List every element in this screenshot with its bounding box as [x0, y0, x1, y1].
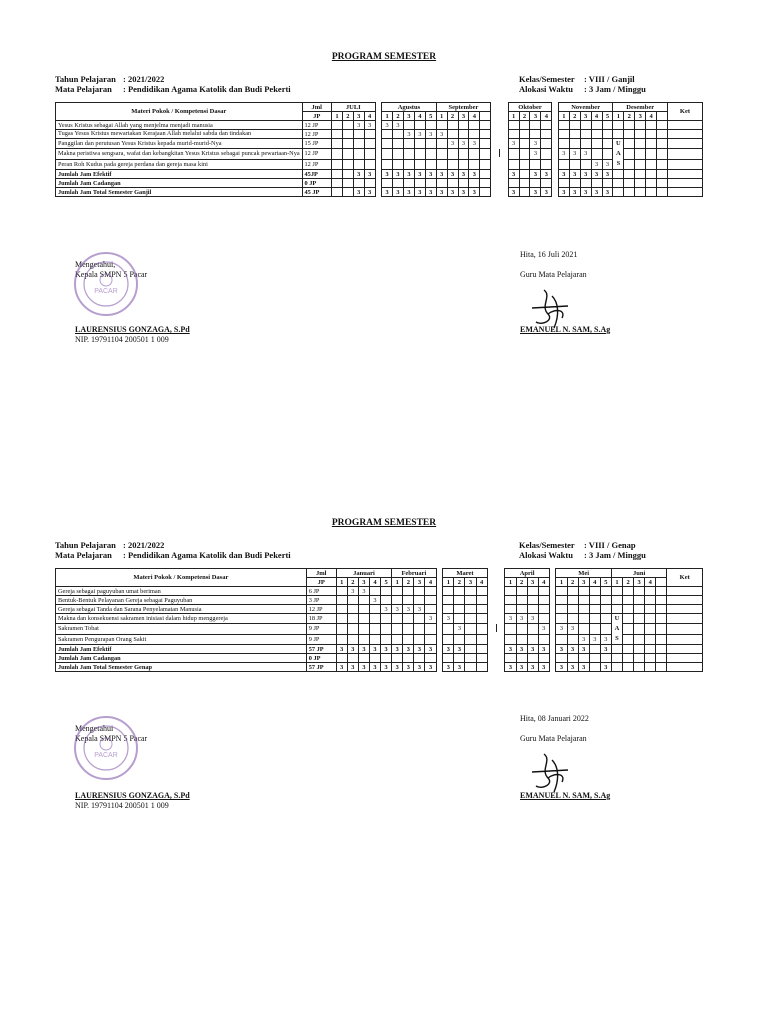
kepala-nip: NIP. 19791104 200501 1 009: [75, 335, 169, 344]
month-header: Desember: [613, 103, 668, 112]
month-header: Oktober: [508, 103, 552, 112]
place-date: Hita, 16 Juli 2021: [520, 250, 578, 259]
jp-cell: 3 JP: [306, 596, 336, 605]
month-header: Maret: [443, 569, 487, 578]
schedule-table: Materi Pokok / Kompetensi Dasar Jml Januari Februari Maret April Mei Juni Ket JP 1 2 3 4 5 1 2 3 4 1 2 3 4 1 2 3 4 1 2 3 4 5 1 2 3 4 Gereja sebagai paguyuban umat beriman 6 JP 3 3 Bentuk-Bentuk Pelayanan Gereja sebagai Paguyuban 3 JP 3 Gereja sebagai Tanda dan Sarana Penyelamatan Manusia 12 JP 3 3 3 3 Makna dan konsekuensi sakramen inisiasi dalam hidup menggereja 18 JP 3 3 3 3 3 UAS Sakramen Tobat 9 JP 3 3 3 3 Sakramen Pengurapan Orang Sakit 9 JP 3 3 3 Jumlah Jam Efektif 57 JP 3 3 3 3 3 3 3 3 3 3 3 3 3 3 3 3 3 3 3 Jumlah Jam Cadangan 0 JP Jumlah Jam Total Semester Genap 57 JP 3 3 3 3 3 3 3 3 3 3 3 3 3 3 3 3 3 3 3: [55, 568, 703, 672]
jp-cell: 45 JP: [302, 188, 331, 197]
kelas-label: Kelas/Semester: [519, 540, 575, 550]
mapel-value: : Pendidikan Agama Katolik dan Budi Pekerti: [123, 84, 291, 94]
materi-cell: Panggilan dan perutusan Yesus Kristus kepada murid-murid-Nya: [56, 139, 303, 149]
alokasi-label: Alokasi Waktu: [519, 84, 573, 94]
guru-label: Guru Mata Pelajaran: [520, 270, 587, 279]
school-stamp-icon: [72, 714, 140, 782]
kepala-label: Kepala SMPN 5 Pacar: [75, 270, 148, 279]
table-row: Jumlah Jam Efektif 45JP 3 3 3 3 3 3 3 3 3 3 3 3 3 3 3 3 3 3 3: [56, 170, 703, 179]
mapel-label: Mata Pelajaran: [55, 550, 112, 560]
month-header: Juni: [611, 569, 667, 578]
page-title: PROGRAM SEMESTER: [331, 52, 437, 62]
meta-right: [519, 74, 646, 94]
table-row: Sakramen Pengurapan Orang Sakit 9 JP 3 3 3: [56, 635, 703, 645]
jp-cell: 9 JP: [306, 635, 336, 645]
tahun-label: Tahun Pelajaran: [55, 74, 116, 84]
jp-cell: 57 JP: [306, 645, 336, 654]
materi-cell: Jumlah Jam Total Semester Ganjil: [56, 188, 303, 197]
mengetahui-label: Mengetahui,: [75, 260, 116, 269]
jp-cell: 6 JP: [306, 587, 336, 596]
header-jml: Jml: [306, 569, 336, 578]
table-row: Jumlah Jam Efektif 57 JP 3 3 3 3 3 3 3 3 3 3 3 3 3 3 3 3 3 3 3: [56, 645, 703, 654]
month-header: November: [558, 103, 613, 112]
school-stamp-icon: [72, 250, 140, 318]
table-row: Makna dan konsekuensi sakramen inisiasi dalam hidup menggereja 18 JP 3 3 3 3 3 UAS: [56, 614, 703, 624]
month-header: April: [505, 569, 549, 578]
kelas-value: : VIII / Ganjil: [584, 74, 635, 84]
meta-left: [55, 540, 291, 560]
kepala-nip: NIP. 19791104 200501 1 009: [75, 801, 169, 810]
month-header: Februari: [392, 569, 436, 578]
materi-cell: Jumlah Jam Total Semester Genap: [56, 663, 307, 672]
month-header: Mei: [556, 569, 611, 578]
jp-cell: 0 JP: [302, 179, 331, 188]
tahun-value: : 2021/2022: [123, 74, 165, 84]
header-jml: Jml: [302, 103, 331, 112]
materi-cell: Tugas Yesus Kristus mewartakan Kerajaan Allah melalui sabda dan tindakan: [56, 130, 303, 139]
header-materi: Materi Pokok / Kompetensi Dasar: [56, 103, 303, 121]
meta-right: [519, 540, 646, 560]
materi-cell: Jumlah Jam Efektif: [56, 645, 307, 654]
tahun-label: Tahun Pelajaran: [55, 540, 116, 550]
materi-cell: Jumlah Jam Cadangan: [56, 179, 303, 188]
table-row: Tugas Yesus Kristus mewartakan Kerajaan Allah melalui sabda dan tindakan 12 JP 3 3 3 3: [56, 130, 703, 139]
uas-marker: UAS: [611, 614, 622, 645]
table-row: Bentuk-Bentuk Pelayanan Gereja sebagai Paguyuban 3 JP 3: [56, 596, 703, 605]
alokasi-value: : 3 Jam / Minggu: [584, 550, 646, 560]
materi-cell: Sakramen Pengurapan Orang Sakit: [56, 635, 307, 645]
table-row: Sakramen Tobat 9 JP 3 3 3 3: [56, 623, 703, 634]
materi-cell: Jumlah Jam Cadangan: [56, 654, 307, 663]
jp-cell: 15 JP: [302, 139, 331, 149]
guru-name: EMANUEL N. SAM, S.Ag: [520, 791, 611, 800]
jp-cell: 12 JP: [302, 121, 331, 130]
table-row: [56, 654, 703, 663]
table-row: Yesus Kristus sebagai Allah yang menjelma menjadi manusia 12 JP 3 3 3 3: [56, 121, 703, 130]
kepala-name: LAURENSIUS GONZAGA, S.Pd: [75, 325, 190, 334]
table-row: Makna peristiwa sengsara, wafat dan kebangkitan Yesus Kristus sebagai puncak pewartaan-Nya 12 JP 3 3 3 3: [56, 148, 703, 159]
kelas-value: : VIII / Genap: [584, 540, 636, 550]
month-header: Agustus: [382, 103, 437, 112]
tahun-value: : 2021/2022: [123, 540, 165, 550]
table-row: Panggilan dan perutusan Yesus Kristus kepada murid-murid-Nya 15 JP 3 3 3 3 3 UAS: [56, 139, 703, 149]
mengetahui-label: Mengetahui: [75, 724, 114, 733]
header-jp: JP: [302, 112, 331, 121]
materi-cell: Bentuk-Bentuk Pelayanan Gereja sebagai Paguyuban: [56, 596, 307, 605]
materi-cell: Gereja sebagai paguyuban umat beriman: [56, 587, 307, 596]
header-ket: Ket: [667, 569, 703, 587]
table-row: Gereja sebagai Tanda dan Sarana Penyelamatan Manusia 12 JP 3 3 3 3: [56, 605, 703, 614]
header-materi: Materi Pokok / Kompetensi Dasar: [56, 569, 307, 587]
jp-cell: 45JP: [302, 170, 331, 179]
kepala-label: Kepala SMPN 5 Pacar: [75, 734, 148, 743]
materi-cell: Jumlah Jam Efektif: [56, 170, 303, 179]
jp-cell: 12 JP: [302, 130, 331, 139]
schedule-table: Materi Pokok / Kompetensi Dasar Jml JULI Agustus September Oktober November Desember Ket JP 1 2 3 4 1 2 3 4 5 1 2 3 4 1 2 3 4 1 2 3 4 5 1 2 3 4 Yesus Kristus sebagai Allah yang menjelma menjadi manusia 12 JP 3 3 3 3 Tugas Yesus Kristus mewartakan Kerajaan Allah melalui sabda dan tindakan 12 JP 3 3 3 3 Panggilan dan perutusan Yesus Kristus kepada murid-murid-Nya 15 JP 3 3 3 3 3 UAS Makna peristiwa sengsara, wafat dan kebangkitan Yesus Kristus sebagai puncak pewartaan-Nya 12 JP 3 3 3 3 Peran Roh Kudus pada gereja perdana dan gereja masa kini 12 JP 3 3 Jumlah Jam Efektif 45JP 3 3 3 3 3 3 3 3 3 3 3 3 3 3 3 3 3 3 3 Jumlah Jam Cadangan 0 JP Jumlah Jam Total Semester Ganjil 45 JP 3 3 3 3 3 3 3 3 3 3 3 3 3 3 3 3 3 3 3: [55, 102, 703, 197]
materi-cell: Yesus Kristus sebagai Allah yang menjelma menjadi manusia: [56, 121, 303, 130]
jp-cell: 12 JP: [302, 160, 331, 170]
kelas-label: Kelas/Semester: [519, 74, 575, 84]
signature-icon: [522, 284, 582, 330]
jp-cell: 18 JP: [306, 614, 336, 624]
place-date: Hita, 08 Januari 2022: [520, 714, 589, 723]
month-header: Januari: [336, 569, 392, 578]
table-row: Jumlah Jam Total Semester Genap 57 JP 3 3 3 3 3 3 3 3 3 3 3 3 3 3 3 3 3 3 3: [56, 663, 703, 672]
jp-cell: 12 JP: [306, 605, 336, 614]
guru-name: EMANUEL N. SAM, S.Ag: [520, 325, 611, 334]
materi-cell: Makna dan konsekuensi sakramen inisiasi dalam hidup menggereja: [56, 614, 307, 624]
materi-cell: Sakramen Tobat: [56, 623, 307, 634]
mapel-label: Mata Pelajaran: [55, 84, 112, 94]
signature-icon: [522, 748, 582, 794]
svg-text:PACAR: PACAR: [94, 752, 118, 759]
jp-cell: 57 JP: [306, 663, 336, 672]
header-jp: JP: [306, 578, 336, 587]
table-row: Jumlah Jam Total Semester Ganjil 45 JP 3 3 3 3 3 3 3 3 3 3 3 3 3 3 3 3 3 3 3: [56, 188, 703, 197]
jp-cell: 12 JP: [302, 148, 331, 159]
month-header: JULI: [331, 103, 375, 112]
mapel-value: : Pendidikan Agama Katolik dan Budi Pekerti: [123, 550, 291, 560]
materi-cell: Makna peristiwa sengsara, wafat dan kebangkitan Yesus Kristus sebagai puncak pewartaan-Nya: [56, 148, 303, 159]
jp-cell: 9 JP: [306, 623, 336, 634]
header-ket: Ket: [667, 103, 702, 121]
uas-marker: UAS: [613, 139, 624, 170]
materi-cell: Gereja sebagai Tanda dan Sarana Penyelamatan Manusia: [56, 605, 307, 614]
guru-label: Guru Mata Pelajaran: [520, 734, 587, 743]
table-row: Peran Roh Kudus pada gereja perdana dan gereja masa kini 12 JP 3 3: [56, 160, 703, 170]
table-row: Gereja sebagai paguyuban umat beriman 6 JP 3 3: [56, 587, 703, 596]
alokasi-value: : 3 Jam / Minggu: [584, 84, 646, 94]
materi-cell: Peran Roh Kudus pada gereja perdana dan gereja masa kini: [56, 160, 303, 170]
month-header: September: [436, 103, 491, 112]
page-title: PROGRAM SEMESTER: [331, 518, 437, 528]
meta-left: [55, 74, 291, 94]
jp-cell: 0 JP: [306, 654, 336, 663]
alokasi-label: Alokasi Waktu: [519, 550, 573, 560]
table-row: [56, 179, 703, 188]
svg-text:PACAR: PACAR: [94, 288, 118, 295]
kepala-name: LAURENSIUS GONZAGA, S.Pd: [75, 791, 190, 800]
